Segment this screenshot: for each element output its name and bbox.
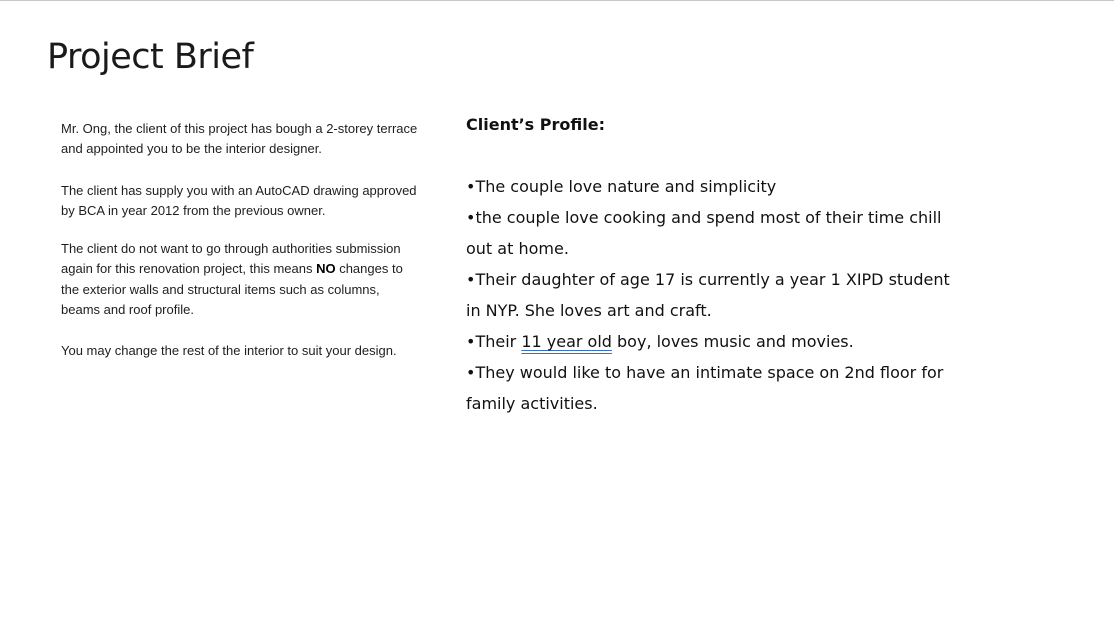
list-item [466,171,956,202]
paragraph-interior-freedom: You may change the rest of the interior to suit your design. [61,343,397,359]
list-item-text: Their daughter of age 17 is currently a year 1 XIPD student in NYP. She loves art and craft. [466,270,950,320]
bullet-icon: • [466,332,476,351]
list-item-text: Their [475,332,522,351]
list-item-text: boy, loves music and movies. [611,332,854,351]
constraint-text-start: The client do not want to go through authorities submission again for this renovation project, this means [61,241,401,277]
list-item [466,202,956,264]
top-border [0,0,1114,1]
list-item-text: The couple love nature and simplicity [475,177,777,196]
spellcheck-underlined-text: 11 year old [521,332,612,351]
client-profile [466,109,956,419]
bullet-icon: • [466,363,476,382]
paragraph-authorities-constraint [61,239,421,320]
list-item-text: the couple love cooking and spend most of their time chill out at home. [466,208,942,258]
paragraph-client-intro: Mr. Ong, the client of this project has bough a 2-storey terrace and appointed you to be the interior designer. [61,121,418,157]
paragraph-autocad-drawing: The client has supply you with an AutoCAD drawing approved by BCA in year 2012 from the previous owner. [61,182,417,218]
project-description [61,119,421,383]
list-item [466,264,956,326]
constraint-text-end: changes to the exterior walls and structural items such as columns, beams and roof profile. [61,261,403,318]
bullet-icon: • [466,208,476,227]
client-profile-list [466,171,956,419]
list-item-text: They would like to have an intimate space on 2nd floor for family activities. [466,363,944,413]
bullet-icon: • [466,177,476,196]
bullet-icon: • [466,270,476,289]
list-item [466,326,956,357]
constraint-emphasis: NO [316,261,336,277]
client-profile-heading: Client’s Profile: [466,115,605,134]
list-item [466,357,956,419]
page-title: Project Brief [47,37,254,77]
